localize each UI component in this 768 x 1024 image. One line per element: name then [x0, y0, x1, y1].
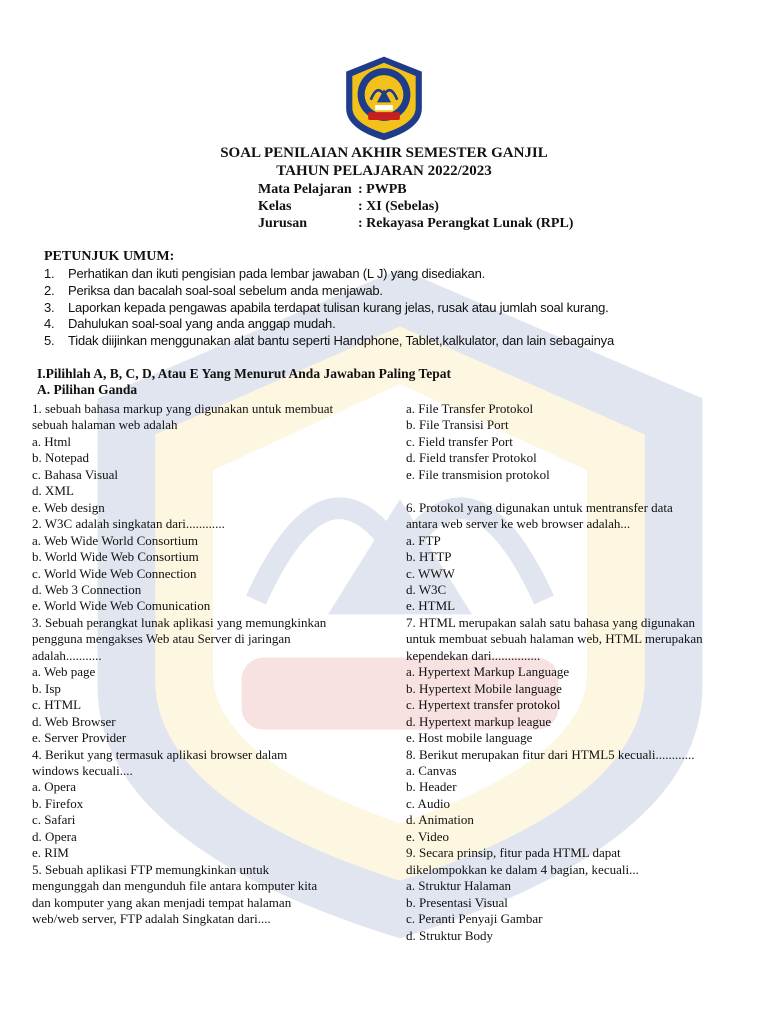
question-line: b. HTTP — [406, 549, 452, 565]
instruction-item: 1. Perhatikan dan ikuti pengisian pada lembar jawaban (L J) yang disediakan. — [44, 266, 486, 281]
question-line: web/web server, FTP adalah Singkatan dari.... — [32, 911, 271, 927]
questions-left-column — [32, 401, 382, 928]
question-line: c. Bahasa Visual — [32, 466, 118, 482]
question-line: e. HTML — [406, 598, 456, 614]
question-line: a. Canvas — [406, 762, 457, 778]
question-line: adalah........... — [32, 647, 102, 663]
section-subtitle: A. Pilihan Ganda — [37, 382, 138, 397]
question-line: e. RIM — [32, 845, 69, 861]
question-line: b. Firefox — [32, 795, 84, 811]
question-line: e. Server Provider — [32, 730, 127, 746]
meta-key: Mata Pelajaran — [258, 182, 352, 197]
question-line: d. Field transfer Protokol — [406, 450, 537, 466]
instructions-title: PETUNJUK UMUM: — [44, 249, 175, 264]
question-line: dikelompokkan ke dalam 4 bagian, kecuali... — [406, 861, 639, 877]
question-line: untuk membuat sebuah halaman web, HTML merupakan — [406, 631, 703, 647]
question-line: pengguna mengakses Web atau Server di jaringan — [32, 631, 291, 647]
question-line: e. Host mobile language — [406, 730, 533, 746]
question-line: dan komputer yang akan menjadi tempat halaman — [32, 894, 292, 910]
question-line: b. Hypertext Mobile language — [406, 680, 562, 696]
question-line: 8. Berikut merupakan fitur dari HTML5 kecuali............ — [406, 746, 695, 762]
school-logo — [340, 54, 428, 142]
question-line: c. Hypertext transfer protokol — [406, 697, 561, 713]
question-line: b. Notepad — [32, 450, 90, 466]
question-line: a. Html — [32, 433, 71, 449]
question-line: c. HTML — [32, 697, 82, 713]
question-line: 3. Sebuah perangkat lunak aplikasi yang memungkinkan — [32, 614, 327, 630]
question-line: 7. HTML merupakan salah satu bahasa yang digunakan — [406, 614, 696, 630]
question-line: a. FTP — [406, 532, 441, 548]
question-line: b. File Transisi Port — [406, 417, 509, 433]
question-line: c. Field transfer Port — [406, 433, 513, 449]
question-line: d. Opera — [32, 828, 77, 844]
instruction-item: 3. Laporkan kepada pengawas apabila terdapat tulisan kurang jelas, rusak atau jumlah soal kurang. — [44, 299, 609, 315]
question-line: a. Opera — [32, 779, 77, 795]
question-line: d. W3C — [406, 581, 447, 597]
question-line: e. Web design — [32, 499, 105, 515]
question-line: a. Web Wide World Consortium — [32, 532, 199, 548]
question-line: c. Audio — [406, 795, 451, 811]
instruction-item: 4. Dahulukan soal-soal yang anda anggap mudah. — [44, 316, 336, 332]
questions-right-column — [406, 401, 746, 944]
question-line: 1. sebuah bahasa markup yang digunakan untuk membuat — [32, 401, 334, 416]
question-line: b. Header — [406, 779, 457, 795]
meta-key: Kelas — [258, 199, 292, 214]
question-line: c. Safari — [32, 812, 76, 828]
question-line: c. World Wide Web Connection — [32, 565, 197, 581]
exam-year: TAHUN PELAJARAN 2022/2023 — [276, 163, 492, 179]
question-line: 6. Protokol yang digunakan untuk mentransfer data — [406, 499, 673, 515]
question-line: b. World Wide Web Consortium — [32, 549, 199, 565]
meta-class — [258, 198, 439, 215]
question-line: antara web server ke web browser adalah... — [406, 516, 631, 532]
instruction-item: 2. Periksa dan bacalah soal-soal sebelum anda menjawab. — [44, 282, 383, 298]
question-line: b. Presentasi Visual — [406, 894, 508, 910]
meta-key: Jurusan — [258, 216, 308, 231]
question-line: d. XML — [32, 483, 74, 499]
question-line: mengunggah dan mengunduh file antara komputer kita — [32, 878, 318, 894]
exam-title: SOAL PENILAIAN AKHIR SEMESTER GANJIL — [220, 145, 548, 161]
question-line: 9. Secara prinsip, fitur pada HTML dapat — [406, 845, 621, 861]
question-line: d. Web Browser — [32, 713, 116, 729]
question-line: b. Isp — [32, 680, 61, 696]
meta-value: : XI (Sebelas) — [358, 199, 439, 214]
section-instruction: I.Pilihlah A, B, C, D, Atau E Yang Menurut Anda Jawaban Paling Tepat — [37, 366, 451, 381]
question-line: d. Animation — [406, 812, 474, 828]
question-line: e. World Wide Web Comunication — [32, 598, 211, 614]
meta-subject — [258, 181, 407, 198]
question-line: windows kecuali.... — [32, 762, 133, 778]
question-line: c. Peranti Penyaji Gambar — [406, 911, 543, 927]
meta-major — [258, 215, 573, 232]
question-line: e. File transmision protokol — [406, 466, 550, 482]
question-line — [406, 483, 746, 499]
instruction-item: 5. Tidak diijinkan menggunakan alat bantu seperti Handphone, Tablet,kalkulator, dan lain sebagainya — [44, 333, 614, 349]
instructions-list — [44, 266, 614, 350]
meta-value: : Rekayasa Perangkat Lunak (RPL) — [358, 216, 574, 231]
question-line: d. Web 3 Connection — [32, 581, 142, 597]
question-line: c. WWW — [406, 565, 455, 581]
question-line: sebuah halaman web adalah — [32, 417, 178, 433]
question-line: a. File Transfer Protokol — [406, 401, 534, 416]
question-line: a. Struktur Halaman — [406, 878, 512, 894]
question-line: 2. W3C adalah singkatan dari............ — [32, 516, 225, 532]
question-line: a. Web page — [32, 664, 96, 680]
question-line: e. Video — [406, 828, 450, 844]
question-line: 4. Berikut yang termasuk aplikasi browser dalam — [32, 746, 288, 762]
question-line: d. Struktur Body — [406, 927, 494, 943]
question-line: 5. Sebuah aplikasi FTP memungkinkan untuk — [32, 861, 270, 877]
question-line: kependekan dari............... — [406, 647, 541, 663]
question-line: d. Hypertext markup league — [406, 713, 552, 729]
meta-value: : PWPB — [358, 182, 407, 197]
question-line: a. Hypertext Markup Language — [406, 664, 570, 680]
